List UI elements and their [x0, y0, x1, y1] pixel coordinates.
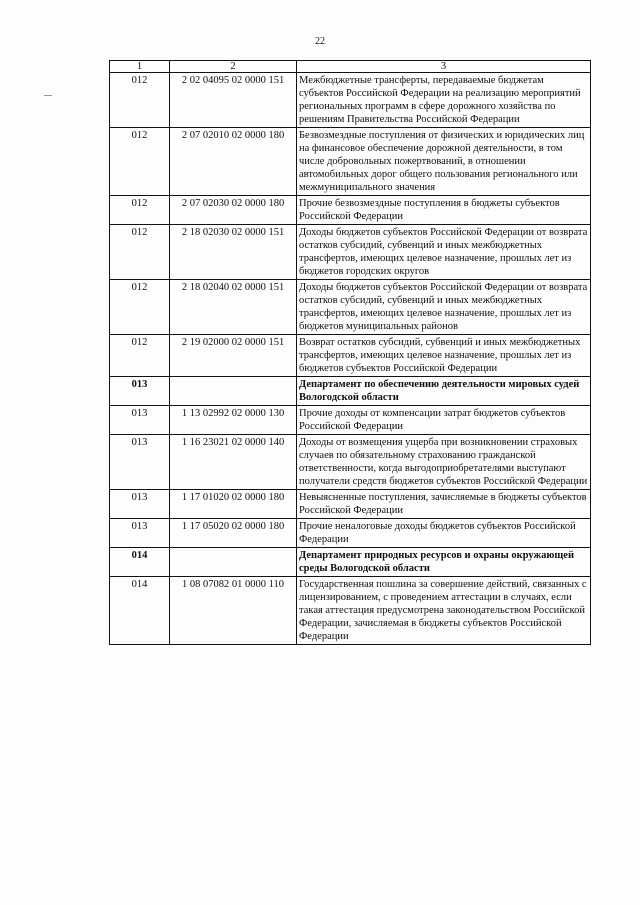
- description-cell: Доходы бюджетов субъектов Российской Федерации от возврата остатков субсидий, субвенций и иных межбюджетных трансфертов, имеющих целевое назначение, прошлых лет из бюджетов городских округов: [297, 225, 591, 280]
- revenue-code-cell: 2 07 02010 02 0000 180: [170, 128, 297, 196]
- admin-code-cell: 013: [110, 377, 170, 406]
- scan-mark: [44, 95, 52, 96]
- revenue-code-cell: 2 18 02030 02 0000 151: [170, 225, 297, 280]
- revenue-code-cell: 2 18 02040 02 0000 151: [170, 280, 297, 335]
- table-row: [110, 196, 591, 225]
- admin-code-cell: 014: [110, 577, 170, 645]
- admin-code-cell: 014: [110, 548, 170, 577]
- revenue-code-cell: 2 07 02030 02 0000 180: [170, 196, 297, 225]
- department-row: [110, 548, 591, 577]
- revenue-code-cell: 1 08 07082 01 0000 110: [170, 577, 297, 645]
- header-cell-1: 1: [110, 61, 170, 73]
- description-cell: Невыясненные поступления, зачисляемые в бюджеты субъектов Российской Федерации: [297, 490, 591, 519]
- page-number: 22: [315, 36, 325, 47]
- description-cell: Прочие безвозмездные поступления в бюджеты субъектов Российской Федерации: [297, 196, 591, 225]
- revenue-code-cell: 1 17 01020 02 0000 180: [170, 490, 297, 519]
- revenue-code-cell: 1 16 23021 02 0000 140: [170, 435, 297, 490]
- revenue-code-cell: 1 13 02992 02 0000 130: [170, 406, 297, 435]
- description-cell: Доходы бюджетов субъектов Российской Федерации от возврата остатков субсидий, субвенций и иных межбюджетных трансфертов, имеющих целевое назначение, прошлых лет из бюджетов муниципальных районов: [297, 280, 591, 335]
- description-cell: Государственная пошлина за совершение действий, связанных с лицензированием, с проведением аттестации в случаях, если такая аттестация предусмотрена законодательством Российской Федерации, зачисляемая в бюджеты субъектов Российской Федерации: [297, 577, 591, 645]
- table-row: [110, 128, 591, 196]
- admin-code-cell: 012: [110, 128, 170, 196]
- table-row: [110, 280, 591, 335]
- description-cell: Департамент природных ресурсов и охраны окружающей среды Вологодской области: [297, 548, 591, 577]
- revenue-codes-table: [109, 60, 591, 645]
- table-row: [110, 577, 591, 645]
- description-cell: Прочие неналоговые доходы бюджетов субъектов Российской Федерации: [297, 519, 591, 548]
- table-row: [110, 519, 591, 548]
- admin-code-cell: 012: [110, 280, 170, 335]
- description-cell: Межбюджетные трансферты, передаваемые бюджетам субъектов Российской Федерации на реализацию мероприятий региональных программ в сфере дорожного хозяйства по решениям Правительства Российской Федерации: [297, 73, 591, 128]
- table-row: [110, 335, 591, 377]
- description-cell: Возврат остатков субсидий, субвенций и иных межбюджетных трансфертов, имеющих целевое назначение, прошлых лет из бюджетов субъектов Российской Федерации: [297, 335, 591, 377]
- description-cell: Прочие доходы от компенсации затрат бюджетов субъектов Российской Федерации: [297, 406, 591, 435]
- admin-code-cell: 012: [110, 335, 170, 377]
- table-row: [110, 435, 591, 490]
- header-cell-2: 2: [170, 61, 297, 73]
- table-row: [110, 490, 591, 519]
- revenue-code-cell: 2 19 02000 02 0000 151: [170, 335, 297, 377]
- admin-code-cell: 013: [110, 406, 170, 435]
- admin-code-cell: 012: [110, 196, 170, 225]
- table-row: [110, 225, 591, 280]
- revenue-code-cell: [170, 548, 297, 577]
- admin-code-cell: 013: [110, 519, 170, 548]
- table-row: [110, 406, 591, 435]
- description-cell: Департамент по обеспечению деятельности мировых судей Вологодской области: [297, 377, 591, 406]
- description-cell: Доходы от возмещения ущерба при возникновении страховых случаев по обязательному страхованию гражданской ответственности, когда выгодоприобретателями выступают получатели средств бюджетов субъектов Российской Федерации: [297, 435, 591, 490]
- header-cell-3: 3: [297, 61, 591, 73]
- description-cell: Безвозмездные поступления от физических и юридических лиц на финансовое обеспечение дорожной деятельности, в том числе добровольных пожертвований, в отношении автомобильных дорог общего пользования регионального или межмуниципального значения: [297, 128, 591, 196]
- revenue-code-cell: 1 17 05020 02 0000 180: [170, 519, 297, 548]
- table-header-row: [110, 61, 591, 73]
- admin-code-cell: 012: [110, 225, 170, 280]
- revenue-code-cell: [170, 377, 297, 406]
- department-row: [110, 377, 591, 406]
- admin-code-cell: 013: [110, 435, 170, 490]
- admin-code-cell: 013: [110, 490, 170, 519]
- table-row: [110, 73, 591, 128]
- revenue-code-cell: 2 02 04095 02 0000 151: [170, 73, 297, 128]
- admin-code-cell: 012: [110, 73, 170, 128]
